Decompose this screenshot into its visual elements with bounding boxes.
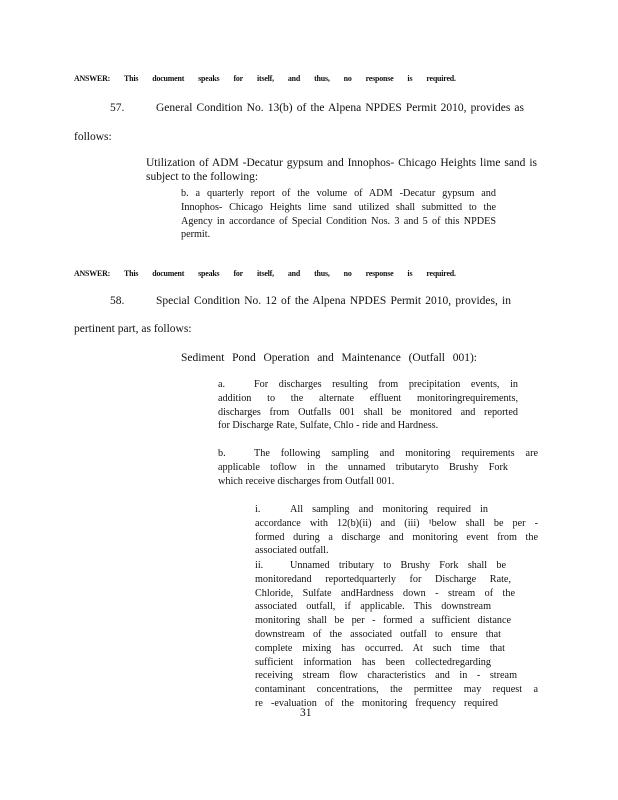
item-ii-text [255,559,538,711]
item-ii-line: sufficient information has been collectedregarding [255,656,491,668]
item-ii-line: downstream of the associated outfall to ensure that [255,628,501,640]
answer-word: required. [426,73,456,83]
item-ii-line: complete mixing has occurred. At such time that [255,642,505,654]
answer-word: is [407,73,413,83]
item-b-line: The following sampling and monitoring requirements are [254,448,538,459]
answer-word: and [287,73,301,83]
item-ii-line: re -evaluation of the monitoring frequency required [255,697,498,709]
answer-word: thus, [314,268,330,278]
paragraph-57-line-1: General Condition No. 13(b) of the Alpena NPDES Permit 2010, provides as [156,102,524,114]
item-i-text [255,503,538,558]
answer-word: and [287,268,301,278]
quote-57-sub-b [181,187,496,242]
answer-word: for [233,268,243,278]
item-i-line: associated outfall. [255,545,329,557]
item-i-line: All sampling and monitoring required in [290,504,488,515]
answer-line-1 [74,73,456,83]
page-number: 31 [300,707,312,719]
answer-word: speaks [198,73,220,83]
quote-57-sub-line: permit. [181,229,211,241]
answer-word: response [365,73,394,83]
paragraph-57-number: 57. [110,102,125,114]
quote-57-sub-line: Innophos- Chicago Heights lime sand utilized shall submitted to the [181,201,496,213]
answer-word: is [407,268,413,278]
answer-word: ANSWER: [74,73,111,83]
item-ii-line: receiving stream flow characteristics and in - stream [255,670,517,682]
quote-58-heading: Sediment Pond Operation and Maintenance (Outfall 001): [181,352,477,364]
paragraph-57-line-2: follows: [74,131,112,143]
answer-word: itself, [256,73,274,83]
quote-57-line: Utilization of ADM -Decatur gypsum and Innophos- Chicago Heights lime sand is [146,157,537,169]
quote-57-sub-line: Agency in accordance of Special Condition Nos. 3 and 5 of this NPDES [181,215,496,227]
answer-word: response [365,268,394,278]
item-ii-line: associated outfall, if applicable. This downstream [255,601,491,613]
item-b-line: which receive discharges from Outfall 001. [218,475,395,487]
item-ii-line: monitoring shall be per - formed a sufficient distance [255,615,511,627]
answer-word: no [343,268,352,278]
answer-word: for [233,73,243,83]
item-a-line: addition to the alternate effluent monitoringrequirements, [218,392,518,404]
quote-57-sub-line: b. a quarterly report of the volume of ADM -Decatur gypsum and [181,188,496,199]
paragraph-58-number: 58. [110,295,125,307]
item-i-line: formed during a discharge and monitoring event from the [255,531,538,543]
item-a-line: For discharges resulting from precipitation events, in [254,379,518,390]
item-b-line: applicable toflow in the unnamed tributaryto Brushy Fork [218,461,508,473]
paragraph-58-line-1: Special Condition No. 12 of the Alpena NPDES Permit 2010, provides, in [156,295,511,307]
answer-line-2 [74,268,456,278]
answer-word: document [152,73,185,83]
item-ii-label: ii. [255,560,264,571]
item-a-label: a. [218,379,226,390]
item-ii-line: Unnamed tributary to Brushy Fork shall be [290,560,506,571]
item-ii-line: Chloride, Sulfate andHardness down - stream of the [255,587,515,599]
paragraph-58-line-2: pertinent part, as follows: [74,323,192,335]
answer-word: no [343,73,352,83]
answer-word: itself, [256,268,274,278]
answer-word: This [124,268,139,278]
answer-word: ANSWER: [74,268,111,278]
quote-57-block [146,156,537,184]
quote-57-line: subject to the following: [146,171,259,183]
item-ii-line: contaminant concentrations, the permittee may request a [255,684,538,696]
item-a-line: discharges from Outfalls 001 shall be monitored and reported [218,406,518,418]
answer-word: speaks [198,268,220,278]
answer-word: This [124,73,139,83]
item-i-label: i. [255,504,261,515]
item-i-line: accordance with 12(b)(ii) and (iii) ¹below shall be per - [255,517,538,529]
item-b-label: b. [218,448,226,459]
item-a-text [218,378,518,433]
answer-word: document [152,268,185,278]
item-b-text [218,447,538,488]
answer-word: required. [426,268,456,278]
item-ii-line: monitoredand reportedquarterly for Discharge Rate, [255,573,511,585]
item-a-line: for Discharge Rate, Sulfate, Chlo - ride and Hardness. [218,420,439,432]
answer-word: thus, [314,73,330,83]
